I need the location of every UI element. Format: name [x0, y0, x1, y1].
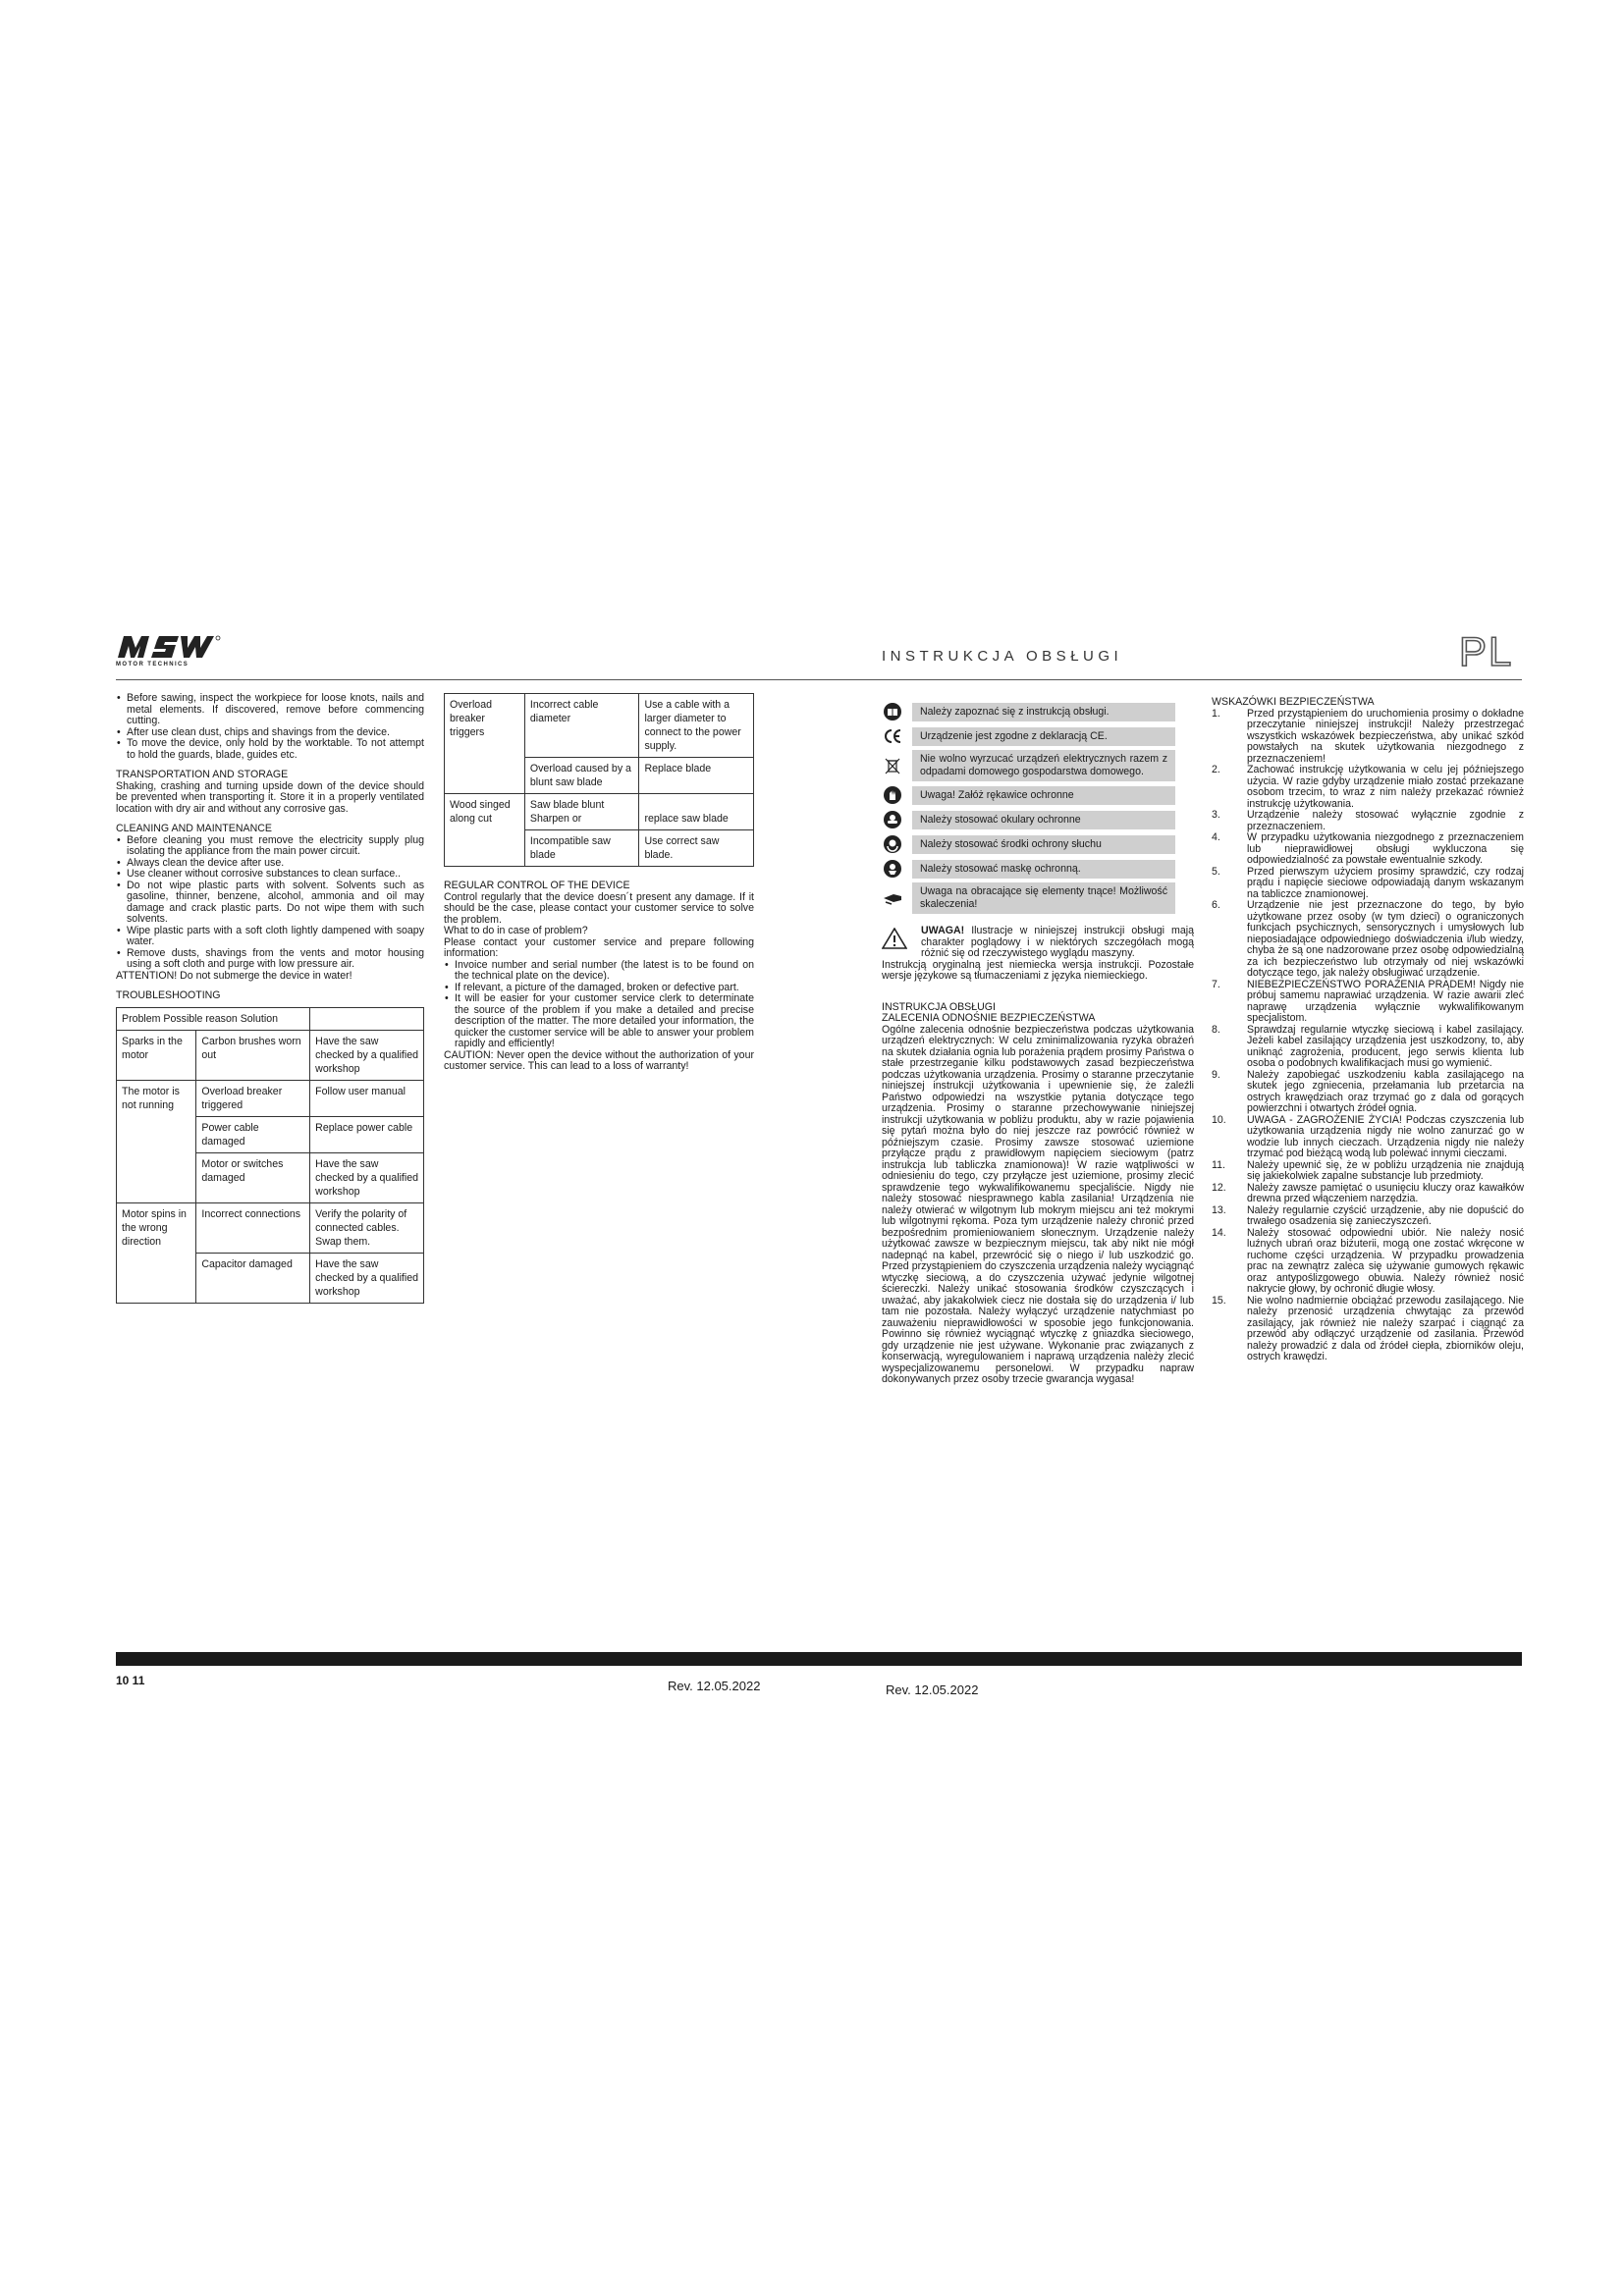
- list-item: 2. Zachować instrukcję użytkowania w celu jej późniejszego użycia. W razie gdyby urządzenie miało zostać przekazane osobom trzecim, to wraz z nim należy przekazać również instrukcję użytkowania.: [1212, 764, 1524, 810]
- caution-note: CAUTION: Never open the device without the authorization of your customer service. This can lead to a loss of warranty!: [444, 1048, 754, 1072]
- bullet-item: • Before sawing, inspect the workpiece for loose knots, nails and metal elements. If discovered, remove before commencing cutting.: [116, 693, 424, 727]
- regular-control-heading: REGULAR CONTROL OF THE DEVICE: [444, 880, 630, 891]
- solution-cell: Have the saw checked by a qualified workshop: [310, 1030, 424, 1080]
- list-item: 9. Należy zapobiegać uszkodzeniu kabla zasilającego na skutek jego zgniecenia, przełamania lub przetarcia na ostrych krawędziach oraz trzymać go z dala od gorących powierzchni i otwartych źródeł ognia.: [1212, 1068, 1524, 1114]
- mask-icon: [882, 858, 903, 880]
- problem-cell: Motor spins in the wrong direction: [117, 1202, 196, 1303]
- transport-heading: TRANSPORTATION AND STORAGE: [116, 769, 289, 780]
- reason-cell: Overload caused by a blunt saw blade: [524, 758, 639, 794]
- reason-cell: Saw blade blunt Sharpen or: [524, 794, 639, 830]
- symbol-row: [882, 833, 1194, 855]
- solution-cell: Have the saw checked by a qualified workshop: [310, 1253, 424, 1303]
- list-item: 6. Urządzenie nie jest przeznaczone do tego, by było użytkowane przez osoby (w tym dzieci) o ograniczonych funkcjach psychicznych, sensorycznych i umysłowych lub nieposiadające odpowiedniego doświadczenia i/lub wiedzy, chyba że są one nadzorowane przez osobę odpowiedzialną za ich bezpieczeństwo lub otrzymały od niej wskazówki dotyczące tego, jak należy obsługiwać urządzenie.: [1212, 899, 1524, 979]
- gloves-icon: [882, 784, 903, 806]
- warning-triangle-icon: [882, 928, 907, 953]
- bullet-item: • Wipe plastic parts with a soft cloth lightly dampened with soapy water.: [116, 926, 424, 948]
- regular-control-text: Control regularly that the device doesn´t present any damage. If it should be the case, please contact your customer service to solve the problem.: [444, 890, 754, 926]
- table-cell: [310, 1007, 424, 1030]
- list-item: 11. Należy upewnić się, że w pobliżu urządzenia nie znajdują się jakiekolwiek zapalne substancje lub przedmioty.: [1212, 1158, 1524, 1182]
- symbol-text: Należy zapoznać się z instrukcją obsługi.: [912, 703, 1175, 721]
- reason-cell: Overload breaker triggered: [196, 1080, 310, 1116]
- brand-logo: [116, 634, 224, 673]
- troubleshooting-table-continued: [444, 693, 754, 867]
- cleaning-heading: CLEANING AND MAINTENANCE: [116, 823, 272, 834]
- list-item: 12. Należy zawsze pamiętać o usunięciu kluczy oraz kawałków drewna przed włączeniem narzędzia.: [1212, 1181, 1524, 1204]
- bullet-item: • Do not wipe plastic parts with solvent. Solvents such as gasoline, thinner, benzene, alcohol, ammonia and oil may damage and crack plastic parts. Do not wipe them with such solvents.: [116, 881, 424, 926]
- table-row: [117, 1030, 424, 1080]
- bullet-item: • After use clean dust, chips and shavings from the device.: [116, 727, 424, 739]
- column-2: [444, 693, 754, 1073]
- language-code: PL: [1459, 628, 1514, 674]
- read-manual-icon: [882, 701, 903, 722]
- safety-recommendations-heading: ZALECENIA ODNOŚNIE BEZPIECZEŃSTWA: [882, 1012, 1096, 1024]
- rotating-parts-icon: [882, 887, 903, 909]
- symbol-row: [882, 701, 1194, 722]
- symbol-text: Uwaga na obracające się elementy tnące! Możliwość skaleczenia!: [912, 882, 1175, 914]
- bullet-item: • Before cleaning you must remove the electricity supply plug isolating the appliance from the main power circuit.: [116, 835, 424, 858]
- revision-right: Rev. 12.05.2022: [886, 1682, 979, 1697]
- list-item: 1. Przed przystąpieniem do uruchomienia prosimy o dokładne przeczytanie niniejszej instrukcji! Należy przestrzegać wszystkich wskazówek bezpieczeństwa, aby unikać szkód powstałych na skutek użytkowania niezgodnego z przeznaczeniem!: [1212, 707, 1524, 765]
- reason-cell: Incorrect cable diameter: [524, 694, 639, 758]
- bullet-item: • It will be easier for your customer service clerk to determinate the source of the problem if you make a detailed and precise description of the matter. The more detailed your information, the quicker the customer service will be able to answer your problem rapidly and efficiently!: [444, 993, 754, 1050]
- solution-cell: Replace power cable: [310, 1116, 424, 1152]
- revision-left: Rev. 12.05.2022: [668, 1679, 761, 1693]
- solution-cell: Use correct saw blade.: [639, 830, 754, 867]
- info-bullets: [444, 960, 754, 1050]
- brand-subtitle: MOTOR TECHNICS: [116, 662, 189, 667]
- problem-question: What to do in case of problem?: [444, 925, 588, 936]
- uwaga-block: [882, 926, 1194, 960]
- ce-mark-icon: [882, 725, 903, 747]
- uwaga-text: Ilustracje w niniejszej instrukcji obsługi mają charakter poglądowy i w niektórych szczegółach mogą różnić się od rzeczywistego wyglądu maszyny.: [921, 925, 1194, 959]
- bullet-item: • If relevant, a picture of the damaged, broken or defective part.: [444, 983, 754, 994]
- instruction-heading: INSTRUKCJA OBSŁUGI: [882, 1000, 996, 1013]
- column-1: [116, 693, 424, 1304]
- symbol-row: [882, 784, 1194, 806]
- solution-cell: Have the saw checked by a qualified workshop: [310, 1152, 424, 1202]
- problem-cell: Overload breaker triggers: [445, 694, 525, 794]
- attention-note: ATTENTION! Do not submerge the device in water!: [116, 969, 352, 982]
- contact-text: Please contact your customer service and prepare following information:: [444, 935, 754, 959]
- header-divider: [116, 679, 1522, 680]
- sawing-bullets: [116, 693, 424, 761]
- list-item: 15. Nie wolno nadmiernie obciążać przewodu zasilającego. Nie należy przenosić urządzenia chwytając za przewód zasilający, jak również nie należy szarpać i ciągnąć za przewód aby odłączyć urządzenie od zasilania. Przewód należy prowadzić z dala od źródeł ciepła, zbiorników oleju, ostrych krawędzi.: [1212, 1294, 1524, 1362]
- crossed-bin-icon: [882, 755, 903, 776]
- table-row: [117, 1202, 424, 1253]
- safety-tips-heading: WSKAZÓWKI BEZPIECZEŃSTWA: [1212, 696, 1375, 708]
- bullet-item: • Invoice number and serial number (the latest is to be found on the technical plate on the device).: [444, 960, 754, 983]
- goggles-icon: [882, 809, 903, 830]
- troubleshooting-heading: TROUBLESHOOTING: [116, 989, 221, 1001]
- list-item: 4. W przypadku użytkowania niezgodnego z przeznaczeniem lub nieprawidłowej obsługi wykluczona się odpowiedzialność za powstałe ewentualnie szkody.: [1212, 831, 1524, 866]
- msw-logo-icon: [116, 634, 222, 660]
- symbol-row: [882, 750, 1194, 781]
- solution-cell: Use a cable with a larger diameter to connect to the power supply.: [639, 694, 754, 758]
- original-instruction-note: Instrukcją oryginalną jest niemiecka wersja instrukcji. Pozostałe wersje językowe są tłumaczeniami z języka niemieckiego.: [882, 958, 1194, 982]
- safety-recommendations-text: Ogólne zalecenia odnośnie bezpieczeństwa podczas użytkowania urządzeń elektrycznych: W celu zminimalizowania ryzyka obrażeń na skutek działania ognia lub porażenia prądem prosimy Państwa o stałe przestrzeganie kilku podstawowych zasad bezpieczeństwa podczas użytkowania urządzenia. Prosimy o staranne przeczytanie niniejszej instrukcji użytkowania i upewnienie się, że zaleźli Państwo odpowiedzi na wszystkie pytania dotyczące tego urządzenia. Prosimy o staranne przechowywanie niniejszej instrukcji użytkowania w pobliżu produktu, aby w razie pojawienia się pytań można było do niej jeszcze raz powrócić również w późniejszym czasie. Prosimy zawsze stosować uziemione przyłącze prądu z prawidłowym napięciem sieciowym (patrz instrukcja lub tabliczka znamionowa)! W razie wątpliwości w odniesieniu do tego, czy przyłącze jest uziemione, prosimy zlecić sprawdzenie tego wykwalifikowanemu specjaliście. Nigdy nie należy stosować niesprawnego kabla zasilania! Urządzenia nie należy otwierać w wilgotnym lub mokrym miejscu ani też mokrymi lub wilgotnymi rękoma. Poza tym urządzenie należy chronić przed bezpośrednim promieniowaniem słonecznym. Urządzenie należy użytkować zawsze w bezpiecznym miejscu, tak aby nikt nie mógł nadepnąć na kabel, przewrócić się o niego i/ lub uszkodzić go. Przed przystąpieniem do czyszczenia urządzenia należy wyciągnąć wtyczkę sieciową, a do czyszczenia używać jedynie wilgotnej ściereczki. Należy unikać stosowania środków czyszczących i uważać, aby jakakolwiek ciecz nie dostała się do urządzenia i/ lub tam nie pozostała. Należy wyłączyć urządzenie natychmiast po zauważeniu nieprawidłowości w sposobie jego funkcjonowania. Powinno się również wyciągnąć wtyczkę z gniazdka sieciowego, gdy urządzenie nie jest używane. Wykonanie prac związanych z konserwacją, wyregulowaniem i naprawą urządzenia należy zlecić wyspecjalizowanemu personelowi. W przypadku napraw dokonywanych przez osoby trzecie gwarancja wygasa!: [882, 1023, 1194, 1385]
- symbol-text: Należy stosować środki ochrony słuchu: [912, 835, 1175, 854]
- list-item: 5. Przed pierwszym użyciem prosimy sprawdzić, czy rodzaj prądu i napięcie sieciowe odpowiadają danym wskazanym na tabliczce znamionowej.: [1212, 865, 1524, 900]
- table-row: [117, 1080, 424, 1116]
- column-3: [882, 701, 1194, 1386]
- solution-cell: Follow user manual: [310, 1080, 424, 1116]
- symbols-list: [882, 701, 1194, 914]
- problem-cell: Sparks in the motor: [117, 1030, 196, 1080]
- symbol-text: Należy stosować okulary ochronne: [912, 811, 1175, 829]
- symbol-row: [882, 858, 1194, 880]
- reason-cell: Motor or switches damaged: [196, 1152, 310, 1202]
- solution-cell: Replace blade: [639, 758, 754, 794]
- troubleshooting-table: [116, 1007, 424, 1304]
- reason-cell: Incorrect connections: [196, 1202, 310, 1253]
- cleaning-bullets: [116, 835, 424, 971]
- reason-cell: Power cable damaged: [196, 1116, 310, 1152]
- symbol-row: [882, 809, 1194, 830]
- safety-tips-list: [1212, 709, 1524, 1363]
- problem-cell: The motor is not running: [117, 1080, 196, 1202]
- symbol-text: Należy stosować maskę ochronną.: [912, 860, 1175, 879]
- symbol-text: Nie wolno wyrzucać urządzeń elektrycznych razem z odpadami domowego gospodarstwa domowego.: [912, 750, 1175, 781]
- header-title: INSTRUKCJA OBSŁUGI: [882, 648, 1123, 665]
- reason-cell: Capacitor damaged: [196, 1253, 310, 1303]
- symbol-text: Urządzenie jest zgodne z deklaracją CE.: [912, 727, 1175, 746]
- list-item: 10. UWAGA - ZAGROŻENIE ŻYCIA! Podczas czyszczenia lub użytkowania urządzenia nigdy nie wolno zanurzać go w wodzie lub innych cieczach. Urządzenia nigdy nie należy trzymać pod bieżącą wodą lub polewać innymi cieczami.: [1212, 1113, 1524, 1159]
- list-item: 8. Sprawdzaj regularnie wtyczkę sieciową i kabel zasilający. Jeżeli kabel zasilający urządzenia jest uszkodzony, to, aby uniknąć zagrożenia, producent, jego serwis klienta lub osoba o podobnych kwalifikacjach musi go wymienić.: [1212, 1023, 1524, 1069]
- page-numbers: 10 11: [116, 1674, 145, 1687]
- column-4: [1212, 697, 1524, 1363]
- list-item: 14. Należy stosować odpowiedni ubiór. Nie należy nosić luźnych ubrań oraz biżuterii, mogą one zostać wkręcone w ruchome części urządzenia. W przypadku prowadzenia prac na zewnątrz zaleca się używanie gumowych rękawic oraz antypoślizgowego obuwia. Należy również nosić nakrycie głowy, by ochronić długie włosy.: [1212, 1226, 1524, 1295]
- uwaga-label: UWAGA!: [921, 925, 965, 936]
- solution-cell: replace saw blade: [639, 794, 754, 830]
- bullet-item: • Remove dusts, shavings from the vents and motor housing using a soft cloth and purge with low pressure air.: [116, 948, 424, 971]
- symbol-row: [882, 725, 1194, 747]
- problem-cell: Wood singed along cut: [445, 794, 525, 867]
- table-row: [445, 694, 754, 758]
- footer-bar: [116, 1652, 1522, 1666]
- symbol-text: Uwaga! Załóż rękawice ochronne: [912, 786, 1175, 805]
- bullet-item: • Always clean the device after use.: [116, 858, 424, 870]
- solution-cell: Verify the polarity of connected cables. Swap them.: [310, 1202, 424, 1253]
- list-item: 7. NIEBEZPIECZEŃSTWO PORAŻENIA PRĄDEM! Nigdy nie próbuj samemu naprawiać urządzenia. W razie awarii zleć naprawę urządzenia wyłącznie wykwalifikowanym specjalistom.: [1212, 978, 1524, 1024]
- bullet-item: • Use cleaner without corrosive substances to clean surface..: [116, 869, 424, 881]
- ear-protection-icon: [882, 833, 903, 855]
- table-row: [445, 794, 754, 830]
- symbol-row: [882, 882, 1194, 914]
- reason-cell: Incompatible saw blade: [524, 830, 639, 867]
- list-item: 13. Należy regularnie czyścić urządzenie, aby nie dopuścić do trwałego osadzenia się zanieczyszczeń.: [1212, 1203, 1524, 1227]
- bullet-item: • To move the device, only hold by the worktable. To not attempt to hold the guards, blade, guides etc.: [116, 738, 424, 761]
- reason-cell: Carbon brushes worn out: [196, 1030, 310, 1080]
- table-header-row: [117, 1007, 424, 1030]
- table-header: Problem Possible reason Solution: [117, 1007, 310, 1030]
- transport-text: Shaking, crashing and turning upside down of the device should be prevented when transporting it. Store it in a properly ventilated location with dry air and without any corrosive gas.: [116, 779, 424, 815]
- list-item: 3. Urządzenie należy stosować wyłącznie zgodnie z przeznaczeniem.: [1212, 809, 1524, 832]
